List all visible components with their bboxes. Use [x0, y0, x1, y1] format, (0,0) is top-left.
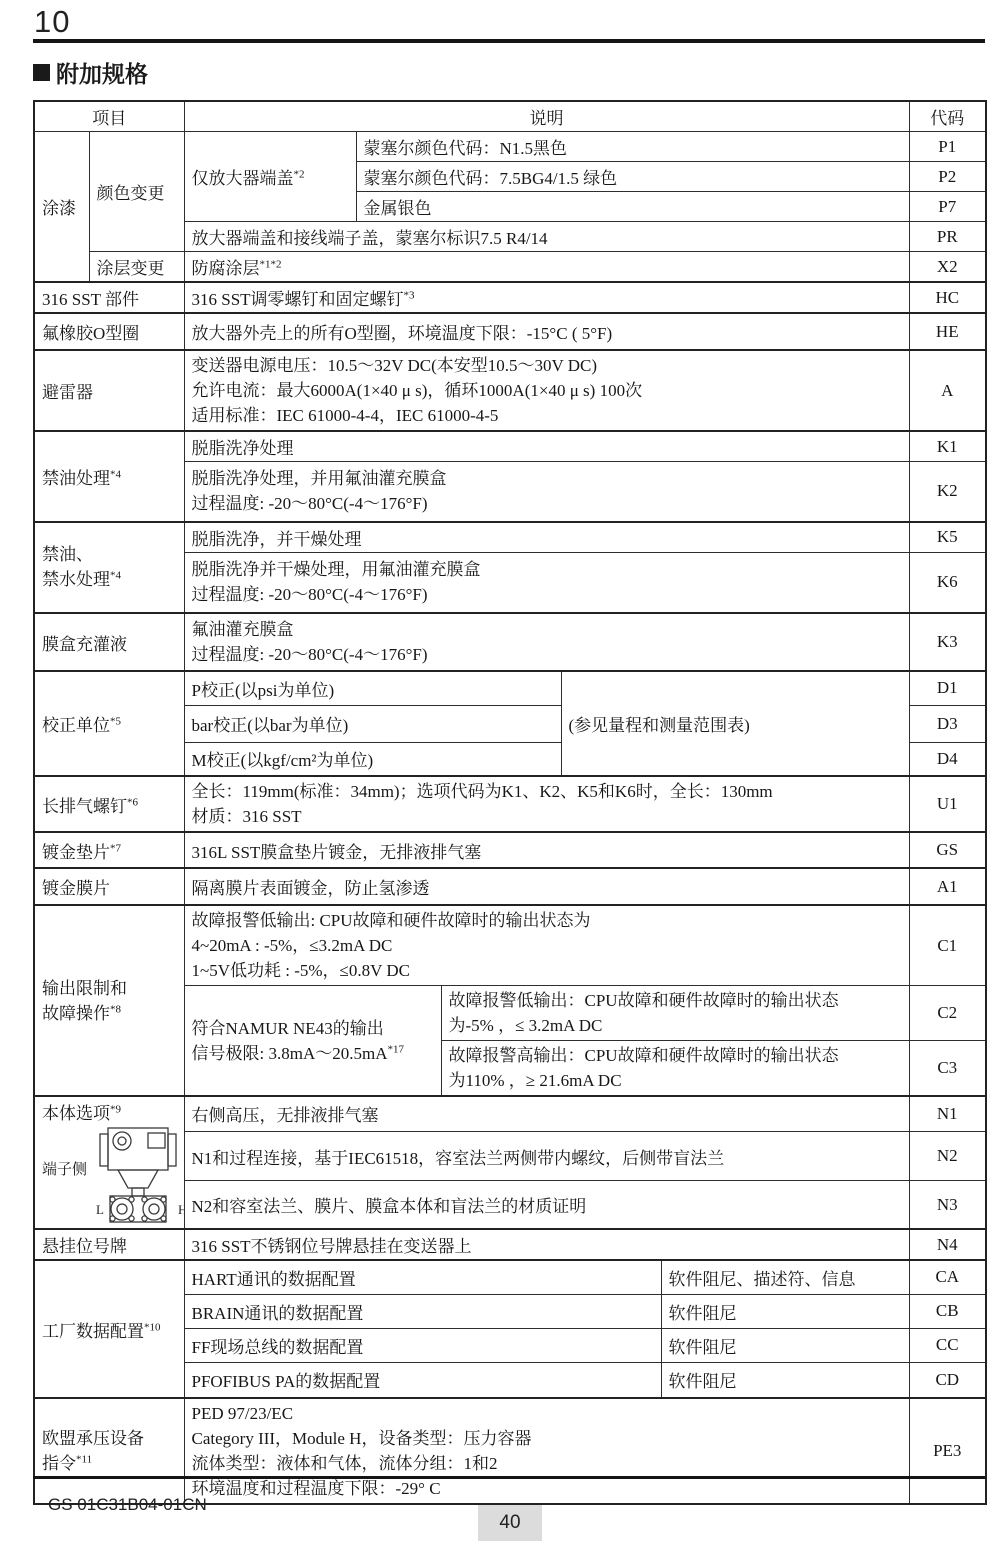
row-u1 — [34, 776, 986, 832]
desc-k3-line1: 氟油灌充膜盒 — [191, 620, 294, 639]
desc-pe3-line3: 流体类型：液体和气体，流体分组：1和2 — [191, 1454, 498, 1473]
code-gs: GS — [909, 832, 986, 868]
section-title-text: 附加规格 — [56, 61, 148, 87]
row-he — [34, 313, 986, 350]
namur-line1: 符合NAMUR NE43的输出 — [191, 1018, 384, 1038]
desc-c2-line2: 为-5% ，≤ 3.2mA DC — [448, 1016, 603, 1035]
footnote-sup: *17 — [387, 1042, 404, 1055]
desc-u1 — [184, 776, 909, 832]
code-he: HE — [909, 313, 986, 350]
desc-c3 — [441, 1041, 909, 1097]
item-paint: 涂漆 — [34, 132, 89, 283]
desc-a1: 隔离膜片表面镀金，防止氢渗透 — [184, 868, 909, 905]
row-n1 — [34, 1096, 986, 1131]
desc-n3: N2和容室法兰、膜片、膜盒本体和盲法兰的材质证明 — [184, 1181, 909, 1229]
code-n2: N2 — [909, 1131, 986, 1180]
desc-k2-line1: 脱脂洗净处理，并用氟油灌充膜盒 — [191, 469, 447, 489]
desc-d4: M校正(以kgf/cm²为单位) — [184, 742, 561, 776]
header-description: 说明 — [184, 101, 909, 132]
note-cd: 软件阻尼 — [661, 1362, 909, 1398]
additional-specs-table — [33, 100, 987, 1505]
footer-page-number: 40 — [478, 1505, 542, 1541]
desc-k1: 脱脂洗净处理 — [184, 431, 909, 462]
neck — [118, 1170, 158, 1188]
desc-pe3-line4: 环境温度和过程温度下限：-29° C — [191, 1479, 441, 1498]
desc-c1-line1: 故障报警低输出: CPU故障和硬件故障时的输出状态为 — [191, 911, 591, 930]
code-d1: D1 — [909, 671, 986, 705]
row-c1 — [34, 905, 986, 986]
desc-u1-line2: 材质：316 SST — [191, 807, 302, 826]
footnote-sup: *8 — [110, 1002, 121, 1015]
row-a1 — [34, 868, 986, 905]
desc-pr: 放大器端盖和接线端子盖，蒙塞尔标识7.5 R4/14 — [184, 222, 909, 252]
footnote-sup: *6 — [127, 795, 138, 808]
code-hc: HC — [909, 282, 986, 313]
row-gs — [34, 832, 986, 868]
code-n3: N3 — [909, 1181, 986, 1229]
row-p1 — [34, 132, 986, 162]
row-d1 — [34, 671, 986, 705]
desc-c1 — [184, 905, 909, 986]
table-header-row — [34, 101, 986, 132]
desc-p1: 蒙塞尔颜色代码：N1.5黑色 — [356, 132, 909, 162]
desc-a-line2: 允许电流：最大6000A(1×40 μ s)，循环1000A(1×40 μ s) 100次 — [191, 381, 643, 400]
code-cb: CB — [909, 1294, 986, 1328]
item-ped: 欧盟承压设备 指令$^{*11}$ — [34, 1398, 184, 1504]
item-amp-cover: 仅放大器端盖$^{*2}$ — [184, 132, 356, 222]
section-square-icon — [33, 64, 50, 81]
code-p7: P7 — [909, 192, 986, 222]
top-rule — [33, 39, 985, 43]
section-title — [33, 56, 148, 89]
row-k1 — [34, 431, 986, 462]
desc-k3 — [184, 613, 909, 671]
note-cb: 软件阻尼 — [661, 1294, 909, 1328]
desc-c3-line1: 故障报警高输出：CPU故障和硬件故障时的输出状态 — [448, 1046, 839, 1065]
desc-k6 — [184, 552, 909, 613]
transmitter-diagram-wrap — [42, 1126, 188, 1226]
desc-pe3-line1: PED 97/23/EC — [191, 1404, 294, 1423]
terminal-side-label: 端子侧 — [42, 1162, 88, 1178]
code-pe3: PE3 — [909, 1398, 986, 1504]
code-k6: K6 — [909, 552, 986, 613]
item-color-change: 颜色变更 — [89, 132, 184, 252]
desc-n1: 右侧高压，无排液排气塞 — [184, 1096, 909, 1131]
note-cc: 软件阻尼 — [661, 1328, 909, 1362]
code-p2: P2 — [909, 162, 986, 192]
code-c1: C1 — [909, 905, 986, 986]
code-ca: CA — [909, 1260, 986, 1294]
header-code: 代码 — [909, 101, 986, 132]
footnote-sup: *9 — [110, 1103, 121, 1116]
bottom-rule — [33, 1476, 985, 1479]
item-tag-plate: 悬挂位号牌 — [34, 1229, 184, 1260]
desc-hc: 316 SST调零螺钉和固定螺钉$^{*3}$ — [184, 282, 909, 313]
high-side-label: H — [178, 1202, 188, 1217]
item-oil-water-free: 禁油、 禁水处理$^{*4}$ — [34, 522, 184, 614]
desc-k2-line2: 过程温度: -20～80°C(-4～176°F) — [191, 494, 428, 514]
desc-d3: bar校正(以bar为单位) — [184, 705, 561, 742]
desc-pe3-line2: Category III，Module H，设备类型：压力容器 — [191, 1429, 532, 1448]
desc-pe3 — [184, 1398, 909, 1504]
desc-cc: FF现场总线的数据配置 — [184, 1328, 661, 1362]
footnote-sup: *5 — [110, 715, 121, 728]
code-n1: N1 — [909, 1096, 986, 1131]
footnote-sup: *2 — [293, 168, 305, 181]
desc-cd: PFOFIBUS PA的数据配置 — [184, 1362, 661, 1398]
code-p1: P1 — [909, 132, 986, 162]
flange-body — [110, 1196, 166, 1222]
row-k3 — [34, 613, 986, 671]
display-window — [113, 1132, 131, 1150]
namur-cell — [184, 986, 441, 1097]
desc-c2 — [441, 986, 909, 1041]
desc-p7: 金属银色 — [356, 192, 909, 222]
code-u1: U1 — [909, 776, 986, 832]
code-c3: C3 — [909, 1041, 986, 1097]
code-a1: A1 — [909, 868, 986, 905]
desc-x2: 防腐涂层$^{*1*2}$ — [184, 252, 909, 283]
row-a — [34, 350, 986, 431]
item-body-option: 本体选项$^{*9}$ 端子侧 L H — [34, 1096, 184, 1229]
note-ca: 软件阻尼、描述符、信息 — [661, 1260, 909, 1294]
desc-c1-line3: 1~5V低功耗 : -5%，≤0.8V DC — [191, 961, 410, 980]
desc-gs: 316L SST膜盒垫片镀金，无排液排气塞 — [184, 832, 909, 868]
code-d3: D3 — [909, 705, 986, 742]
desc-u1-line1: 全长：119mm(标准：34mm)；选项代码为K1、K2、K5和K6时，全长：130mm — [191, 782, 773, 801]
item-calibration: 校正单位$^{*5}$ — [34, 671, 184, 776]
item-factory-config: 工厂数据配置$^{*10}$ — [34, 1260, 184, 1398]
row-ca — [34, 1260, 986, 1294]
item-fill-fluid: 膜盒充灌液 — [34, 613, 184, 671]
item-coating-change: 涂层变更 — [89, 252, 184, 283]
desc-c2-line1: 故障报警低输出：CPU故障和硬件故障时的输出状态 — [448, 991, 839, 1010]
code-d4: D4 — [909, 742, 986, 776]
row-n4 — [34, 1229, 986, 1260]
desc-k6-line1: 脱脂洗净并干燥处理，用氟油灌充膜盒 — [191, 560, 481, 580]
desc-k3-line2: 过程温度: -20～80°C(-4～176°F) — [191, 645, 428, 664]
desc-k5: 脱脂洗净，并干燥处理 — [184, 522, 909, 553]
desc-a — [184, 350, 909, 431]
desc-d1: P校正(以psi为单位) — [184, 671, 561, 705]
footnote-sup: *4 — [110, 468, 121, 481]
code-k1: K1 — [909, 431, 986, 462]
footnote-sup: *4 — [110, 569, 121, 582]
calibration-note: (参见量程和测量范围表) — [561, 671, 909, 776]
left-end-cap — [100, 1134, 108, 1166]
item-gold-diaphragm: 镀金膜片 — [34, 868, 184, 905]
desc-c3-line2: 为110% ，≥ 21.6mA DC — [448, 1071, 622, 1090]
header-item: 项目 — [34, 101, 184, 132]
code-cd: CD — [909, 1362, 986, 1398]
desc-n2: N1和过程连接，基于IEC61518，容室法兰两侧带内螺纹，后侧带盲法兰 — [184, 1131, 909, 1180]
desc-a-line1: 变送器电源电压：10.5～32V DC(本安型10.5～30V DC) — [191, 356, 597, 375]
footnote-sup: *3 — [403, 289, 415, 302]
desc-c1-line2: 4~20mA : -5%，≤3.2mA DC — [191, 936, 393, 955]
desc-n4: 316 SST不锈钢位号牌悬挂在变送器上 — [184, 1229, 909, 1260]
code-n4: N4 — [909, 1229, 986, 1260]
footnote-sup: *7 — [110, 841, 121, 854]
row-k5 — [34, 522, 986, 553]
code-pr: PR — [909, 222, 986, 252]
desc-a-line3: 适用标准：IEC 61000-4-4，IEC 61000-4-5 — [191, 406, 499, 425]
document-code: GS 01C31B04-01CN — [48, 1495, 207, 1514]
nameplate — [148, 1133, 165, 1148]
footnote-sup: *1*2 — [259, 258, 282, 271]
transmitter-diagram — [90, 1126, 188, 1226]
row-x2 — [34, 252, 986, 283]
desc-k2 — [184, 462, 909, 522]
item-oil-free: 禁油处理$^{*4}$ — [34, 431, 184, 522]
footnote-sup: *11 — [76, 1453, 93, 1466]
code-cc: CC — [909, 1328, 986, 1362]
code-k2: K2 — [909, 462, 986, 522]
item-sst-parts: 316 SST 部件 — [34, 282, 184, 313]
code-x2: X2 — [909, 252, 986, 283]
right-end-cap — [168, 1134, 176, 1166]
page-number: 10 — [34, 4, 71, 39]
code-c2: C2 — [909, 986, 986, 1041]
namur-line2: 信号极限: 3.8mA～20.5mA — [191, 1043, 388, 1063]
desc-k6-line2: 过程温度: -20～80°C(-4～176°F) — [191, 585, 428, 605]
desc-p2: 蒙塞尔颜色代码：7.5BG4/1.5 绿色 — [356, 162, 909, 192]
item-long-vent: 长排气螺钉$^{*6}$ — [34, 776, 184, 832]
item-gold-gasket: 镀金垫片$^{*7}$ — [34, 832, 184, 868]
code-k3: K3 — [909, 613, 986, 671]
low-side-label: L — [96, 1202, 104, 1217]
item-output-limits: 输出限制和 故障操作$^{*8}$ — [34, 905, 184, 1096]
row-hc — [34, 282, 986, 313]
code-k5: K5 — [909, 522, 986, 553]
code-a: A — [909, 350, 986, 431]
desc-cb: BRAIN通讯的数据配置 — [184, 1294, 661, 1328]
footnote-sup: *10 — [144, 1320, 161, 1333]
desc-ca: HART通讯的数据配置 — [184, 1260, 661, 1294]
item-arrester: 避雷器 — [34, 350, 184, 431]
item-o-ring: 氟橡胶O型圈 — [34, 313, 184, 350]
desc-he: 放大器外壳上的所有O型圈，环境温度下限：-15°C ( 5°F) — [184, 313, 909, 350]
row-pe3 — [34, 1398, 986, 1504]
